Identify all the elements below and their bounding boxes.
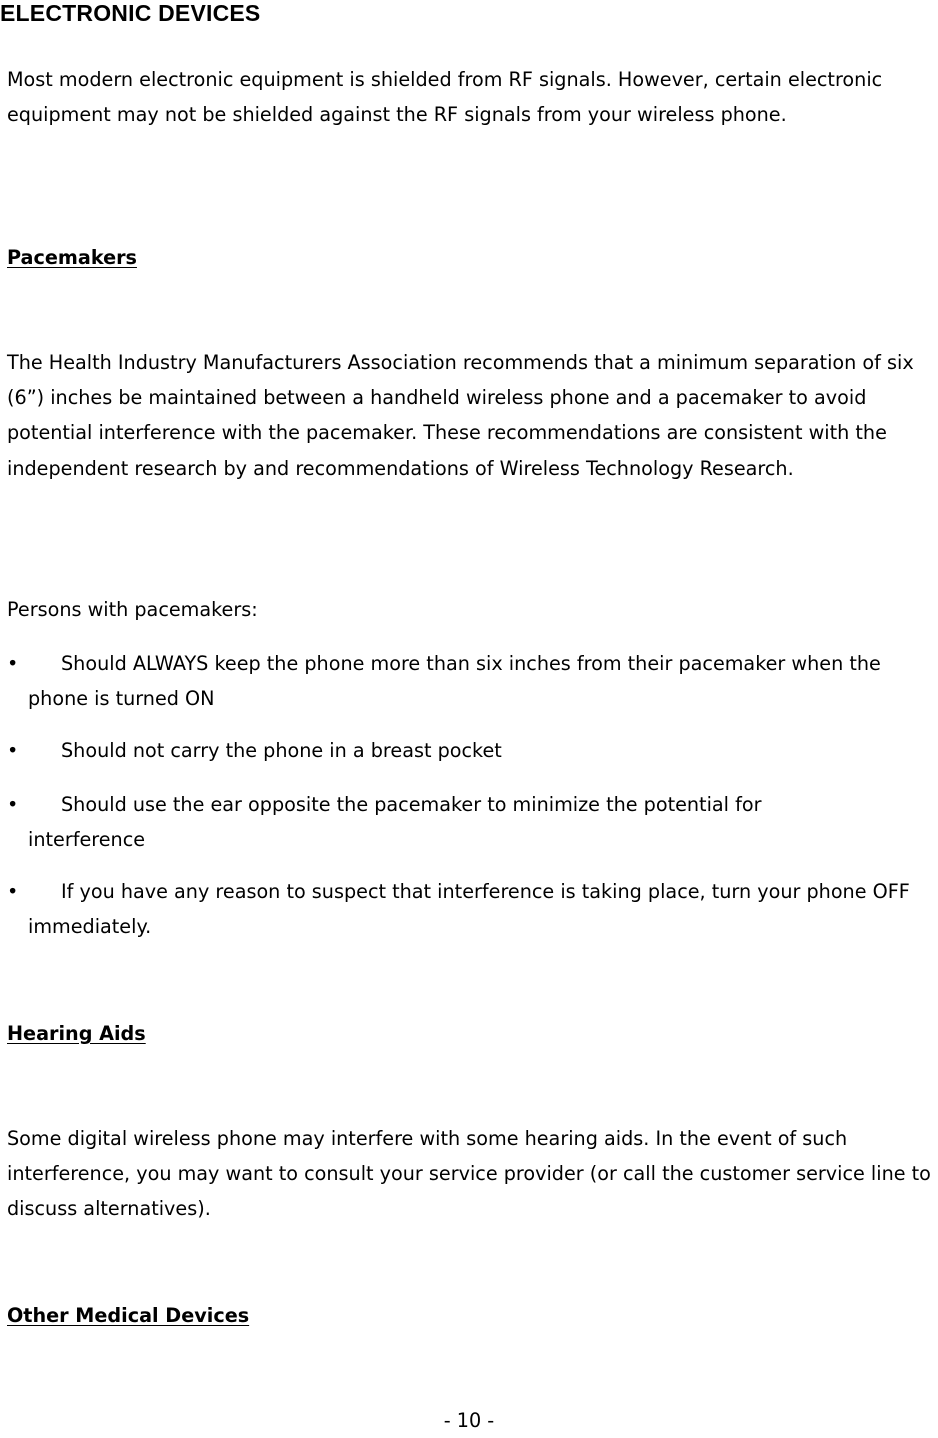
other-medical-devices-heading: Other Medical Devices — [7, 1304, 250, 1327]
list-item-text: Should use the ear opposite the pacemaker to minimize the potential for interference — [28, 793, 762, 852]
pacemakers-paragraph: The Health Industry Manufacturers Association recommends that a minimum separation of six (6”) inches be maintained between a handheld wireless phone and a pacemaker to avoid potential interference with the pacemaker. These recommendations are consistent with the independent research by and recommendations of Wireless Technology Research. — [7, 351, 914, 480]
bullet-icon: • — [7, 652, 19, 675]
list-item — [7, 874, 937, 944]
pacemakers-heading: Pacemakers — [7, 246, 137, 269]
list-item-text: If you have any reason to suspect that interference is taking place, turn your phone OFF immediately. — [28, 880, 910, 939]
hearing-aids-heading: Hearing Aids — [7, 1022, 146, 1045]
list-item-text: Should ALWAYS keep the phone more than six inches from their pacemaker when the phone is turned ON — [28, 652, 881, 711]
list-item — [7, 733, 937, 768]
hearing-aids-paragraph: Some digital wireless phone may interfere with some hearing aids. In the event of such interference, you may want to consult your service provider (or call the customer service line to discuss alternatives). — [7, 1127, 931, 1221]
bullet-icon: • — [7, 793, 19, 816]
list-item-text: Should not carry the phone in a breast pocket — [61, 739, 502, 762]
bullet-icon: • — [7, 880, 19, 903]
list-item — [7, 646, 937, 716]
intro-paragraph: Most modern electronic equipment is shielded from RF signals. However, certain electronic equipment may not be shielded against the RF signals from your wireless phone. — [7, 68, 883, 127]
list-item — [7, 787, 937, 857]
page-title: ELECTRONIC DEVICES — [0, 0, 261, 26]
bullet-icon: • — [7, 739, 19, 762]
persons-with-pacemakers-label: Persons with pacemakers: — [7, 598, 258, 621]
page-number: - 10 - — [443, 1409, 495, 1432]
